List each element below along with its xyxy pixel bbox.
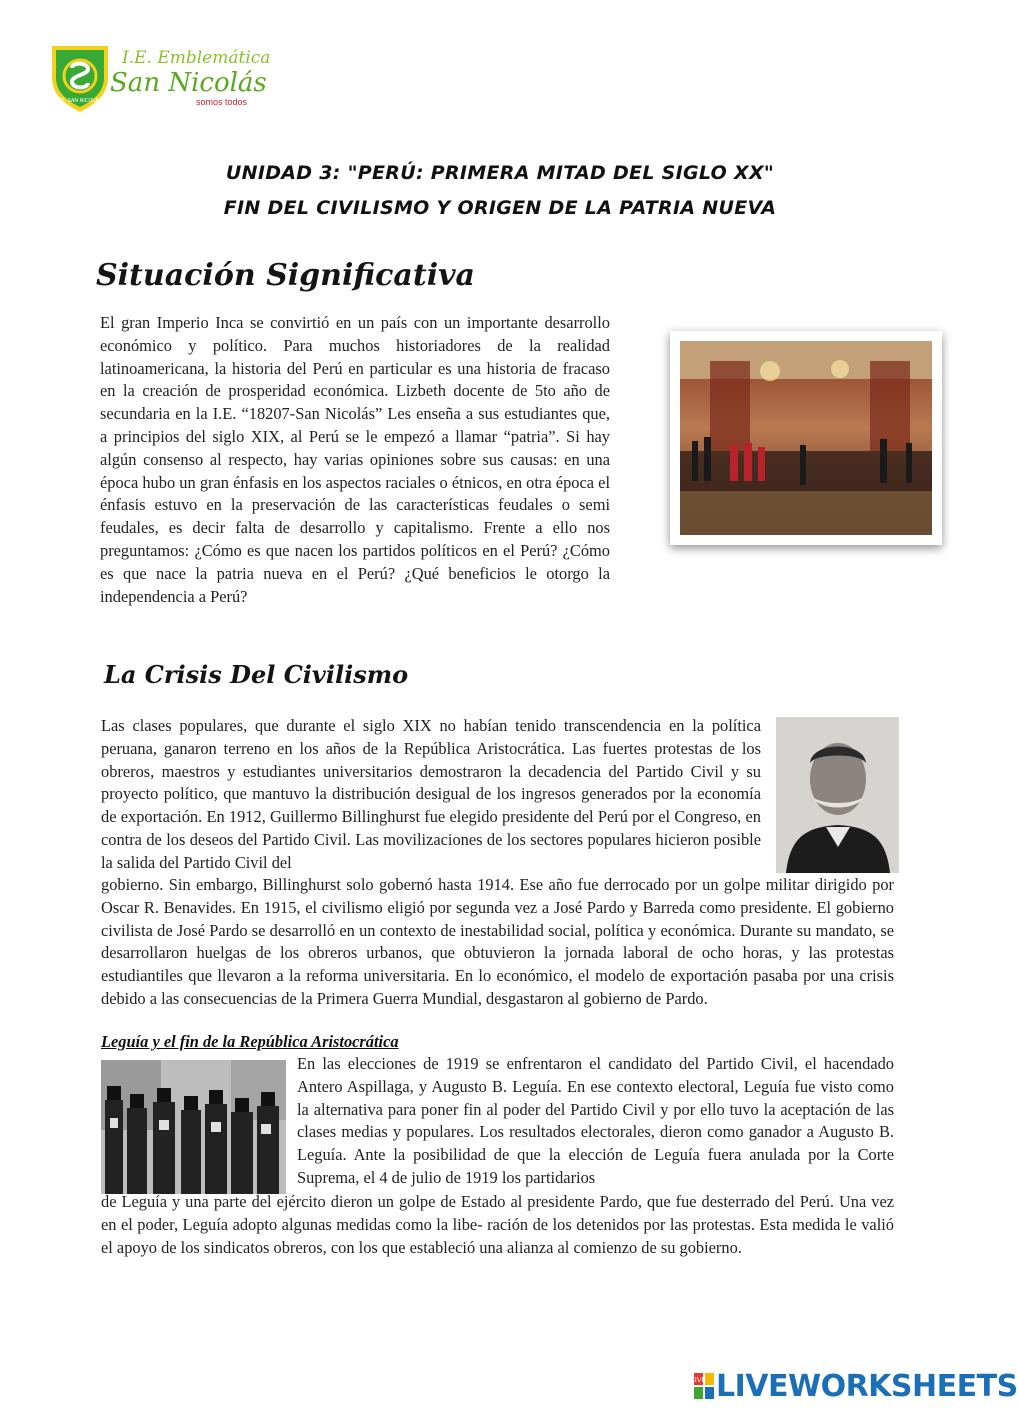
- crisis-paragraph-part2: gobierno. Sin embargo, Billinghurst solo gobernó hasta 1914. Ese año fue derrocado por un golpe militar dirigido por Oscar R. Benavides. En 1915, el civilismo eligió por segunda vez a José Pardo y Barreda como presidente. El gobierno civilista de José Pardo se desarrolló en un contexto de inestabilidad social, política y económica. Durante su mandato, se desarrollaron huelgas de los obreros urbanos, que obtuvieron la jornada laboral de ocho horas, y las protestas estudiantiles que llevaron a la reforma universitaria. En lo económico, el modelo de exportación pasaba por una crisis debido a las consecuencias de la Primera Guerra Mundial, desgastaron al gobierno de Pardo.: [101, 875, 894, 1008]
- situacion-heading: Situación Significativa: [96, 258, 475, 293]
- unit-subtitle: FIN DEL CIVILISMO Y ORIGEN DE LA PATRIA NUEVA: [223, 197, 777, 219]
- leguia-paragraph-part1: En las elecciones de 1919 se enfrentaron el candidato del Partido Civil, el hacendado Antero Aspillaga, y Augusto B. Leguía. En ese contexto electoral, Leguía fue visto como la alternativa para poner fin al poder del Partido Civil y por ello tuvo la aceptación de las clases medias y populares. Los resultados electorales, dieron como ganador a Augusto B. Leguía. Ante la posibilidad de que la elección de Leguía fuera anulada por la Corte Suprema, el 4 de julio de 1919 los partidarios: [297, 1054, 894, 1187]
- leguia-paragraph-part2: de Leguía y una parte del ejército dieron un golpe de Estado al presidente Pardo, que fue desterrado del Perú. Una vez en el poder, Leguía adopto algunas medidas como la libe- ración de los detenidos por las protestas. Esta medida le valió el apoyo de los sindicatos obreros, con los que estableció una alianza al comienzo de su gobierno.: [101, 1192, 894, 1257]
- leguia-subheading: Leguía y el fin de la República Aristocrática: [101, 1032, 399, 1051]
- school-shield-logo: [48, 42, 112, 114]
- historical-painting-image: [680, 341, 932, 535]
- liveworksheets-brand[interactable]: LIVEWORKSHEETS: [716, 1369, 1018, 1404]
- crisis-paragraph-part1: Las clases populares, que durante el siglo XIX no habían tenido transcendencia en la política peruana, ganaron terreno en los años de la República Aristocrática. Las fuertes protestas de los obreros, maestros y estudiantes universitarios demostraron la decadencia del Partido Civil y su proyecto político, que mantuvo la distribución desigual de los ingresos generados por la economía de exportación. En 1912, Guillermo Billinghurst fue elegido presidente del Perú por el Congreso, en contra de los deseos del Partido Civil. Las movilizaciones de los sectores populares hicieron posible la salida del Partido Civil del: [101, 716, 761, 872]
- historical-painting-frame: [670, 331, 942, 545]
- billinghurst-portrait-image: [776, 717, 899, 873]
- logo-letter: LIVE: [690, 1376, 707, 1384]
- leguia-crowd-photo-image: [101, 1060, 286, 1194]
- logo-text: I.E. SAN NICOLÁS: [58, 98, 102, 104]
- unit-title: UNIDAD 3: "PERÚ: PRIMERA MITAD DEL SIGLO XX": [225, 162, 775, 184]
- crisis-heading: La Crisis Del Civilismo: [104, 660, 409, 689]
- school-name-line2: San Nicolás: [110, 68, 267, 98]
- school-motto: somos todos: [196, 97, 248, 107]
- situacion-paragraph: El gran Imperio Inca se convirtió en un país con un importante desarrollo económico y político. Para muchos historiadores de la realidad latinoamericana, la historia del Perú en particular es una historia de fracaso en la creación de prosperidad económica. Lizbeth docente de 5to año de secundaria en la I.E. “18207-San Nicolás” Les enseña a sus estudiantes que, a principios del siglo XIX, al Perú se le empezó a llamar “patria”. Si hay algún consenso al respecto, hay varias opiniones sobre sus causas: en una época hubo un gran énfasis en los aspectos raciales o étnicos, en otra época el énfasis estuvo en la preservación de las características feudales o semi feudales, es decir falta de desarrollo y capitalismo. Frente a ello nos preguntamos: ¿Cómo es que nacen los partidos políticos en el Perú? ¿Cómo es que nace la patria nueva en el Perú? ¿Qué beneficios le otorgo la independencia a Perú?: [100, 313, 610, 606]
- liveworksheets-logo-icon: [690, 1373, 714, 1399]
- school-name-line1: I.E. Emblemática: [122, 48, 271, 68]
